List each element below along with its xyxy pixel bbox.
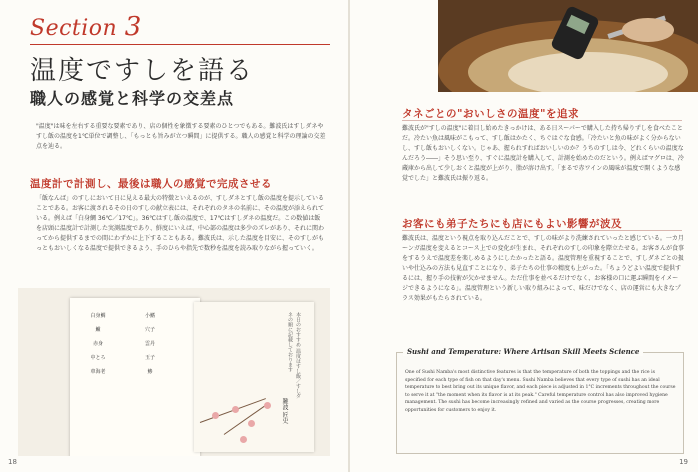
blossom-flower (248, 420, 255, 427)
menu-note: 本日のおすすめ 温度はすし飯／すしダネの順に記載しております (287, 312, 301, 399)
english-summary-title: Sushi and Temperature: Where Artisan Skill Meets Science (403, 347, 643, 356)
menu-item: 中とろ (90, 355, 106, 361)
thermometer-photo-art (438, 0, 698, 92)
section-label (30, 12, 142, 42)
english-summary-text: One of Sushi Namba's most distinctive features is that the temperature of both the toppings and the rice is specified for each type of fish on that day's menu. Sushi Namba believes that every type of sushi has an ideal temperature to best bring out its unique flavor, and each piece is adjusted in 1°C increments throughout the course to serve it at "the moment when its flavor is at its peak." Careful temperature control has also improved hygiene management. The sushi has become increasingly refined and varied as the course progresses, creating more opportunities for customers to enjoy it. (405, 370, 676, 413)
page-title: 温度ですしを語る (30, 56, 255, 86)
menu-item: 鯵 (147, 369, 153, 375)
heading-rule (402, 230, 682, 231)
menu-signature: 難波 匠史 (281, 398, 288, 424)
blossom-flower (240, 436, 247, 443)
body-temperature: 難波氏が"すしの温度"に着目し始めたきっかけは、ある日スーパーで購入した持ち帰りずしを食べたことだ。冷たい魚は風味がこもって、すし飯はかたく、ちぐはぐな食感。「冷たいと魚の味がよく分からないし、すし飯もおいしくない。じゃあ、握られすればおいしいのか？うちのすしは今、どれくらいの温度なんだろう――」そう思い至り、すぐに温度計を購入して、計測を始めたのだという。例えばマグロは、冷蔵庫から出して少しおくと温度が上がり、脂が溶け出す。「まるで赤ワインの風味が温度で開くような感覚でした」と難波氏は振り返る。 (402, 125, 684, 182)
menu-item: 玉子 (144, 355, 155, 361)
menu-item: 雲丹 (144, 341, 155, 347)
section-number: 3 (124, 12, 142, 42)
menu-column-left (78, 312, 118, 382)
page-number-right: 19 (679, 458, 688, 466)
menu-card (70, 298, 200, 456)
heading-temperature: タネごとの"おいしさの温度"を追求 (402, 108, 579, 120)
page-number-left: 18 (8, 458, 17, 466)
thermometer-photo (438, 0, 698, 92)
menu-item: 小鰭 (144, 313, 155, 319)
blossom-flower (212, 412, 219, 419)
menu-column-right (130, 312, 170, 382)
menu-item: 鱸 (95, 327, 101, 333)
blossom-flower (264, 402, 271, 409)
menu-item: 車海老 (90, 369, 106, 375)
menu-note-card (194, 302, 314, 452)
heading-measure: 温度計で計測し、最後は職人の感覚で完成させる (30, 178, 272, 190)
section-rule (30, 44, 330, 45)
left-page (0, 0, 348, 472)
lead-paragraph: "温度"は味を左右する重要な要素であり、店の個性を象徴する要素のひとつでもある。難波氏はすしダネやすし飯の温度を1℃単位で調整し、「もっとも旨みが立つ瞬間」に提供する。職人の感覚と科学の理論の交差点を辿る。 (36, 123, 326, 150)
english-summary-box (396, 347, 684, 454)
page-subtitle: 職人の感覚と科学の交差点 (30, 89, 235, 108)
heading-rule (402, 120, 682, 121)
body-measure: 「飯なんば」のすしにおいて日に見える最大の特徴といえるのが、すしダネとすし飯の温度を提示していることである。お客に渡されるその日のすしの献立表には、それぞれのタネの名前に、その温度が添えられている。例えば「白身鯛 36℃／17℃」。36℃はすし飯の温度で、17℃はすしダネの温度だ。この数値は飯を店頭に温度計で計測した実測温度であり、鮮度にいえば、中心部の温度は多少のズレがあり、それに関わってから提供するまでの間にわずかに上下することもある。難波氏は、示した温度を目安に、そのすしがもっともおいしくなる温度で提供できるよう、手のひらや指先で数秒を温度を読み取りながら握っていく。 (36, 195, 325, 252)
menu-photo (18, 288, 330, 456)
menu-item: 白身鯛 (90, 313, 106, 319)
section-word: Section (30, 16, 118, 41)
heading-influence: お客にも弟子たちにも店にもよい影響が波及 (402, 218, 622, 230)
menu-item: 穴子 (144, 327, 155, 333)
right-page (350, 0, 698, 472)
menu-item: 赤身 (92, 341, 103, 347)
blossom-flower (232, 406, 239, 413)
body-influence: 難波氏は、温度という視点を取り込んだことで、すしの味がより洗練されていったと感じている。一カ月ーンガ温度を変えるとコース上での変化が生まれ、それぞれのすしの印象を際立たせる。お客さんが食事をするうえで温度差を楽しめるようにしたかったと語る。温度管理を重視することで、すしダネごとの扱いや仕込みの方法も見直すことになり、弟子たちの仕事の精度も上がった。「ちょうどよい温度で提供するには、握り手の技術が欠かせません。ただ仕事を並べるだけでなく、お客様の口に運ぶ瞬間をイメージできるようになる」。温度管理という新しい取り組みによって、味だけでなく、店の運営にも大きなプラス効果がもたらされている。 (402, 235, 684, 302)
